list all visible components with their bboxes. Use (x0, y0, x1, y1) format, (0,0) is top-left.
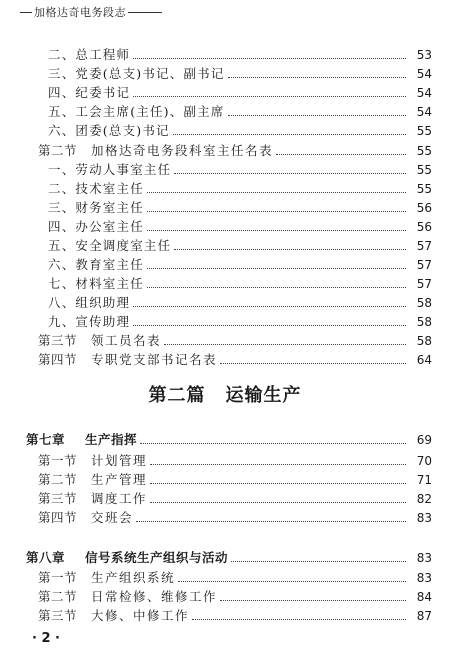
dot-leader (192, 618, 406, 620)
section-number: 第二节 (38, 472, 78, 487)
toc-page-number: 57 (416, 277, 432, 291)
dot-leader (133, 305, 406, 307)
dot-leader (228, 114, 406, 116)
toc-page-number: 53 (416, 48, 432, 62)
dot-leader (147, 191, 406, 193)
toc-chapter-entry[interactable] (26, 550, 432, 566)
dot-leader (174, 172, 406, 174)
section-title: 生产组织系统 (91, 570, 176, 585)
section-number: 第四节 (38, 510, 78, 525)
dot-leader (276, 153, 406, 155)
toc-entry-label: 五、安全调度室主任 (48, 238, 172, 253)
dot-leader (136, 520, 406, 522)
toc-page-number: 70 (416, 454, 432, 468)
part-heading (0, 381, 450, 407)
toc-entry-label: 五、工会主席(主任)、副主席 (48, 104, 225, 119)
toc-page-number: 55 (416, 163, 432, 177)
toc-entry[interactable] (48, 85, 432, 101)
toc-section-entry[interactable] (38, 472, 432, 488)
dot-leader (147, 229, 406, 231)
toc-section-entry[interactable] (38, 608, 432, 624)
toc-page-number: 84 (416, 590, 432, 604)
toc-page-number: 83 (416, 551, 432, 565)
toc-section-entry[interactable] (38, 491, 432, 507)
section-title: 计划管理 (91, 453, 148, 468)
toc-entry-label: 八、组织助理 (48, 295, 131, 310)
toc-section-label (38, 333, 164, 349)
section-title: 专职党支部书记名表 (91, 352, 218, 367)
toc-section-label (38, 608, 192, 624)
toc-entry-label: 四、纪委书记 (48, 85, 131, 100)
toc-entry-label: 四、办公室主任 (48, 219, 144, 234)
section-title: 大修、中修工作 (91, 608, 190, 623)
toc-section-label (38, 143, 276, 159)
section-number: 第一节 (38, 570, 78, 585)
toc-page-number: 58 (416, 296, 432, 310)
dot-leader (164, 343, 406, 345)
toc-page-number: 58 (416, 315, 432, 329)
toc-entry[interactable] (48, 276, 432, 292)
toc-section-entry[interactable] (38, 143, 432, 159)
toc-entry[interactable] (48, 104, 432, 120)
section-title: 调度工作 (91, 491, 148, 506)
toc-page-number: 82 (416, 492, 432, 506)
chapter-title: 生产指挥 (85, 432, 138, 447)
section-number: 第三节 (38, 333, 78, 348)
dot-leader (150, 501, 406, 503)
dot-leader (150, 463, 406, 465)
toc-page-number: 57 (416, 239, 432, 253)
toc-section-entry[interactable] (38, 510, 432, 526)
section-title: 日常检修、维修工作 (91, 589, 218, 604)
dot-leader (220, 362, 406, 364)
toc-entry[interactable] (48, 295, 432, 311)
toc-page-number: 56 (416, 220, 432, 234)
toc-page-number: 54 (416, 67, 432, 81)
dot-leader (133, 57, 406, 59)
dot-leader (228, 76, 406, 78)
toc-chapter-label (26, 550, 231, 566)
header-rule-left (20, 12, 32, 13)
toc-chapter-entry[interactable] (26, 432, 432, 448)
toc-entry[interactable] (48, 47, 432, 63)
page-number-footer: · 2 · (32, 631, 60, 646)
chapter-number: 第八章 (26, 550, 66, 565)
part-number: 第二篇 (148, 385, 206, 406)
dot-leader (150, 482, 406, 484)
toc-section-entry[interactable] (38, 570, 432, 586)
toc-page-number: 71 (416, 473, 432, 487)
toc-entry-label: 六、团委(总支)书记 (48, 123, 170, 138)
toc-section-label (38, 589, 220, 605)
toc-entry-label: 二、技术室主任 (48, 181, 144, 196)
part-name: 运输生产 (225, 385, 302, 406)
toc-chapter-label (26, 432, 140, 448)
dot-leader (133, 95, 406, 97)
toc-page-number: 56 (416, 201, 432, 215)
toc-page-number: 57 (416, 258, 432, 272)
toc-section-entry[interactable] (38, 453, 432, 469)
toc-entry-label: 二、总工程师 (48, 47, 131, 62)
toc-section-entry[interactable] (38, 352, 432, 368)
toc-section-label (38, 491, 150, 507)
toc-page-number: 55 (416, 144, 432, 158)
toc-entry-label: 三、党委(总支)书记、副书记 (48, 66, 225, 81)
section-title: 领工员名表 (91, 333, 162, 348)
toc-entry[interactable] (48, 66, 432, 82)
dot-leader (133, 324, 406, 326)
section-number: 第四节 (38, 352, 78, 367)
header-title: 加格达奇电务段志 (34, 6, 126, 19)
toc-entry[interactable] (48, 123, 432, 139)
dot-leader (140, 442, 406, 444)
toc-section-entry[interactable] (38, 333, 432, 349)
dot-leader (147, 267, 406, 269)
section-number: 第二节 (38, 143, 78, 158)
toc-page-number: 55 (416, 182, 432, 196)
dot-leader (220, 599, 406, 601)
toc-entry[interactable] (48, 314, 432, 330)
toc-entry-label: 七、材料室主任 (48, 276, 144, 291)
toc-entry[interactable] (48, 162, 432, 178)
section-number: 第一节 (38, 453, 78, 468)
toc-entry-label: 九、宣传助理 (48, 314, 131, 329)
toc-section-label (38, 570, 178, 586)
toc-entry[interactable] (48, 219, 432, 235)
toc-section-label (38, 453, 150, 469)
toc-section-label (38, 510, 136, 526)
dot-leader (231, 560, 406, 562)
toc-section-label (38, 472, 150, 488)
toc-page-number: 64 (416, 353, 432, 367)
toc-entry[interactable] (48, 238, 432, 254)
toc-section-label (38, 352, 220, 368)
toc-page-number[interactable]: 69 (416, 433, 432, 447)
toc-entry[interactable] (48, 200, 432, 216)
toc-page-number: 54 (416, 105, 432, 119)
toc-page-number: 54 (416, 86, 432, 100)
header-rule-right (128, 12, 162, 13)
chapter-number: 第七章 (26, 432, 66, 447)
dot-leader (174, 248, 406, 250)
toc-page-number: 83 (416, 511, 432, 525)
toc-entry-label: 三、财务室主任 (48, 200, 144, 215)
toc-entry[interactable] (48, 257, 432, 273)
running-header (20, 4, 162, 20)
dot-leader (147, 210, 406, 212)
dot-leader (178, 580, 406, 582)
toc-entry[interactable] (48, 181, 432, 197)
section-title: 加格达奇电务段科室主任名表 (91, 143, 274, 158)
toc-page-number: 87 (416, 609, 432, 623)
chapter-title: 信号系统生产组织与活动 (85, 550, 229, 565)
section-number: 第三节 (38, 491, 78, 506)
toc-entry-label: 六、教育室主任 (48, 257, 144, 272)
toc-entry-label: 一、劳动人事室主任 (48, 162, 172, 177)
dot-leader (173, 133, 406, 135)
section-title: 交班会 (91, 510, 134, 525)
dot-leader (147, 286, 406, 288)
toc-page-number: 55 (416, 124, 432, 138)
toc-section-entry[interactable] (38, 589, 432, 605)
toc-page-number: 58 (416, 334, 432, 348)
toc-page-number: 83 (416, 571, 432, 585)
section-title: 生产管理 (91, 472, 148, 487)
section-number: 第三节 (38, 608, 78, 623)
section-number: 第二节 (38, 589, 78, 604)
